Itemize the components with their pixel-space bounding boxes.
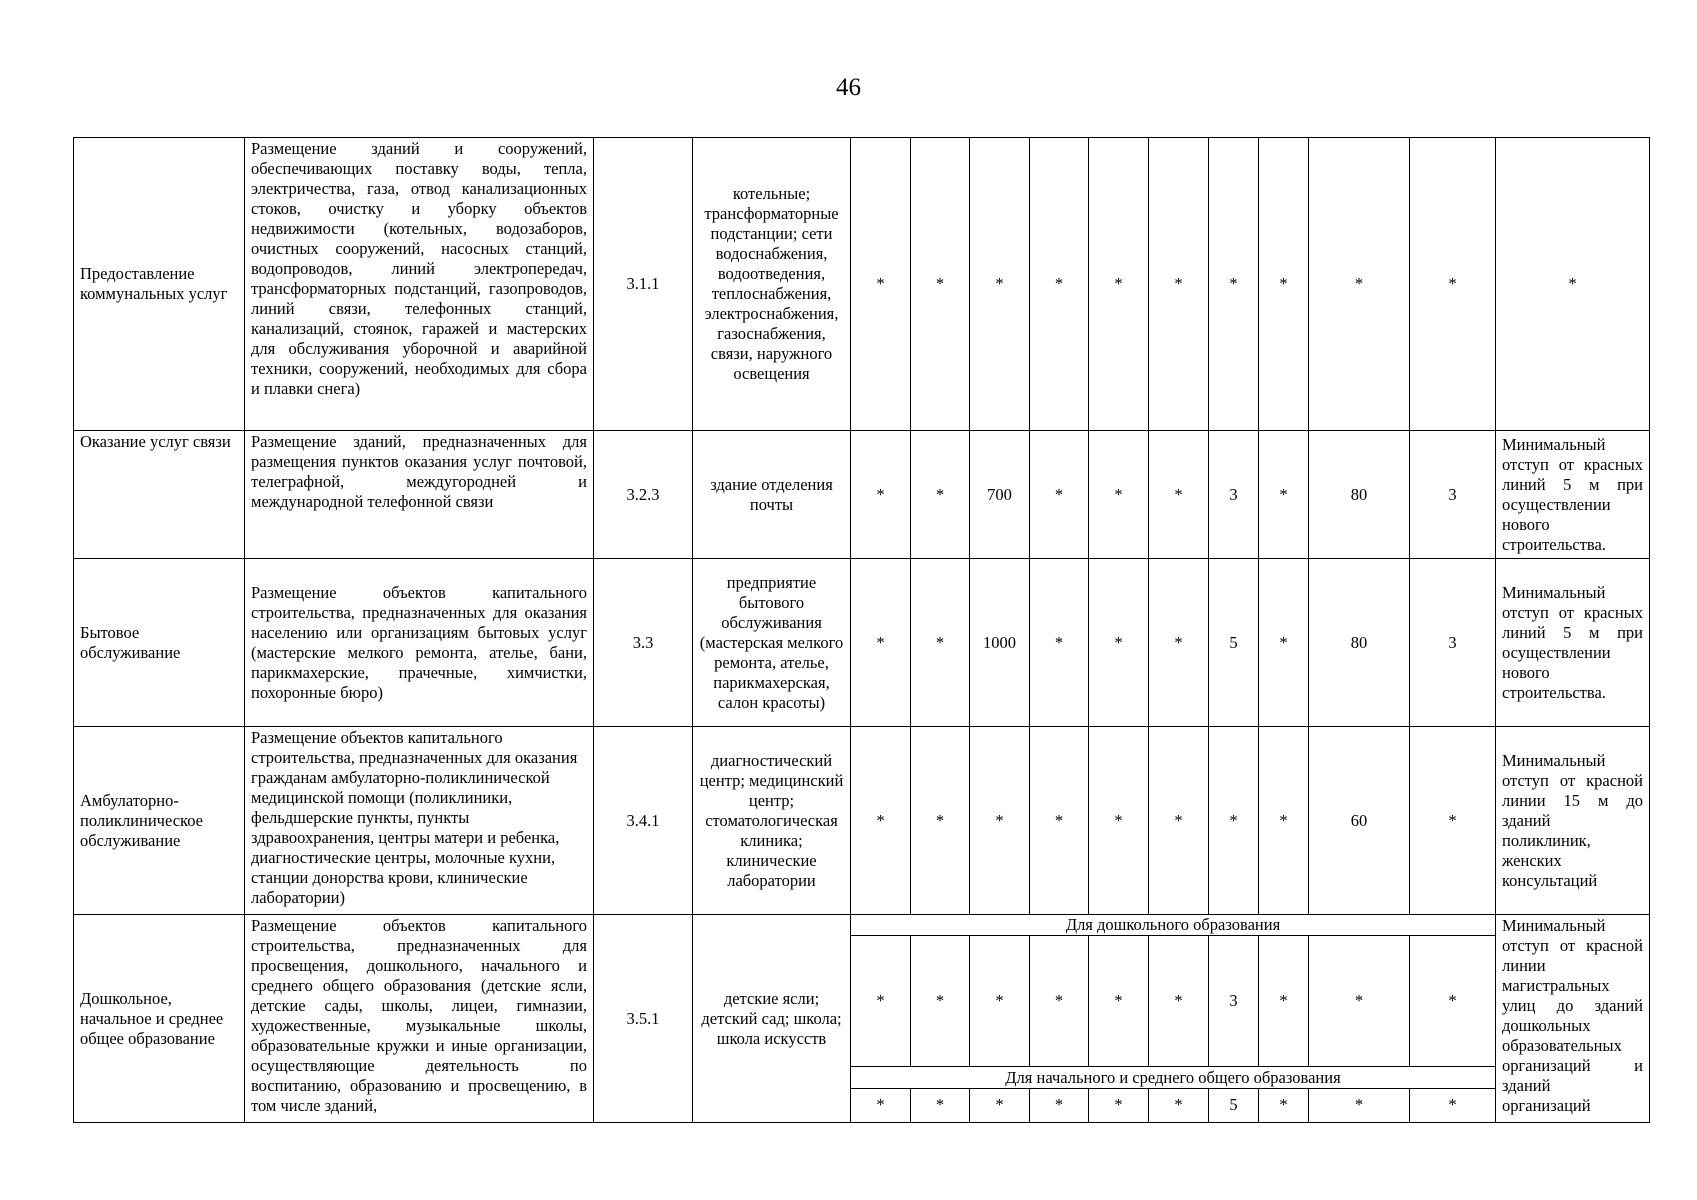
land-use-description: Размещение объектов капитального строительства, предназначенных для просвещения, дошкольного, начального и среднего общего образования (детские ясли, детские сады, школы, лицеи, гимназии, художественные, музыкальные школы, образовательные кружки и иные организации, осуществляющие деятельность по воспитанию, образованию и просвещению, в том числе зданий,: [245, 915, 594, 1123]
param-cell: *: [851, 727, 911, 915]
param-cell: *: [1410, 936, 1496, 1067]
param-cell: *: [911, 936, 970, 1067]
land-use-name: Дошкольное, начальное и среднее общее образование: [74, 915, 245, 1123]
param-cell: *: [1259, 1088, 1309, 1122]
permitted-objects: детские ясли; детский сад; школа; школа искусств: [693, 915, 851, 1123]
param-cell: 3: [1209, 431, 1259, 559]
param-cell: 5: [1209, 1088, 1259, 1122]
param-cell: *: [1030, 1088, 1089, 1122]
param-cell: *: [970, 936, 1030, 1067]
param-cell: *: [1030, 727, 1089, 915]
land-use-code: 3.5.1: [594, 915, 693, 1123]
param-cell: *: [1259, 431, 1309, 559]
param-cell: *: [851, 138, 911, 431]
param-cell: *: [1309, 936, 1410, 1067]
param-cell: *: [1030, 431, 1089, 559]
param-cell: 700: [970, 431, 1030, 559]
land-use-name: Предоставление коммунальных услуг: [74, 138, 245, 431]
param-cell: *: [1030, 138, 1089, 431]
param-cell: *: [1259, 936, 1309, 1067]
param-cell: 1000: [970, 559, 1030, 727]
param-cell: *: [1149, 1088, 1209, 1122]
permitted-objects: здание отделения почты: [693, 431, 851, 559]
param-cell: *: [1030, 936, 1089, 1067]
param-cell: *: [851, 431, 911, 559]
param-cell: *: [1089, 431, 1149, 559]
land-use-code: 3.3: [594, 559, 693, 727]
param-cell: *: [1209, 138, 1259, 431]
land-use-name: Оказание услуг связи: [74, 431, 245, 559]
param-cell: *: [1089, 559, 1149, 727]
param-cell: *: [1089, 936, 1149, 1067]
land-use-code: 3.1.1: [594, 138, 693, 431]
land-use-description: Размещение зданий и сооружений, обеспечивающих поставку воды, тепла, электричества, газа, отвод канализационных стоков, очистку и уборку объектов недвижимости (котельных, водозаборов, очистных сооружений, насосных станций, водопроводов, линий электропередач, трансформаторных подстанций, газопроводов, линий связи, телефонных станций, канализаций, стоянок, гаражей и мастерских для обслуживания уборочной и аварийной техники, сооружений, необходимых для сбора и плавки снега): [245, 138, 594, 431]
note-cell: Минимальный отступ от красных линий 5 м при осуществлении нового строительства.: [1496, 431, 1650, 559]
land-use-name: Амбулаторно-поликлиническое обслуживание: [74, 727, 245, 915]
param-cell: *: [1030, 559, 1089, 727]
param-cell: *: [1410, 1088, 1496, 1122]
param-cell: *: [1149, 431, 1209, 559]
param-cell: *: [970, 138, 1030, 431]
param-cell: *: [911, 431, 970, 559]
param-cell: *: [970, 1088, 1030, 1122]
land-use-description: Размещение объектов капитального строительства, предназначенных для оказания населению или организациям бытовых услуг (мастерские мелкого ремонта, ателье, бани, парикмахерские, прачечные, химчистки, похоронные бюро): [245, 559, 594, 727]
note-cell: Минимальный отступ от красных линий 5 м при осуществлении нового строительства.: [1496, 559, 1650, 727]
table-row: [74, 727, 1650, 915]
school-subheader: Для начального и среднего общего образования: [851, 1067, 1496, 1088]
param-cell: *: [1410, 138, 1496, 431]
regulations-table: [73, 137, 1650, 1123]
param-cell: 3: [1410, 559, 1496, 727]
param-cell: *: [1209, 727, 1259, 915]
param-cell: *: [1089, 727, 1149, 915]
param-cell: *: [1259, 559, 1309, 727]
param-cell: *: [1089, 1088, 1149, 1122]
param-cell: *: [1149, 138, 1209, 431]
param-cell: *: [911, 727, 970, 915]
permitted-objects: диагностический центр; медицинский центр; стоматологическая клиника; клинические лаборатории: [693, 727, 851, 915]
note-cell: *: [1496, 138, 1650, 431]
param-cell: 80: [1309, 431, 1410, 559]
land-use-description: Размещение объектов капитального строительства, предназначенных для оказания гражданам амбулаторно-поликлинической медицинской помощи (поликлиники, фельдшерские пункты, пункты здравоохранения, центры матери и ребенка, диагностические центры, молочные кухни, станции донорства крови, клинические лаборатории): [245, 727, 594, 915]
param-cell: 80: [1309, 559, 1410, 727]
page-number: 46: [836, 74, 861, 101]
permitted-objects: предприятие бытового обслуживания (мастерская мелкого ремонта, ателье, парикмахерская, салон красоты): [693, 559, 851, 727]
param-cell: *: [970, 727, 1030, 915]
param-cell: *: [911, 1088, 970, 1122]
land-use-description: Размещение зданий, предназначенных для размещения пунктов оказания услуг почтовой, телеграфной, междугородней и международной телефонной связи: [245, 431, 594, 559]
param-cell: 3: [1209, 936, 1259, 1067]
note-cell: Минимальный отступ от красной линии магистральных улиц до зданий дошкольных образовательных организаций и зданий организаций: [1496, 915, 1650, 1123]
land-use-code: 3.4.1: [594, 727, 693, 915]
preschool-subheader: Для дошкольного образования: [851, 915, 1496, 936]
param-cell: *: [851, 559, 911, 727]
param-cell: *: [851, 1088, 911, 1122]
land-use-name: Бытовое обслуживание: [74, 559, 245, 727]
param-cell: *: [1309, 138, 1410, 431]
param-cell: 60: [1309, 727, 1410, 915]
param-cell: *: [911, 138, 970, 431]
param-cell: *: [1259, 138, 1309, 431]
param-cell: *: [851, 936, 911, 1067]
permitted-objects: котельные; трансформаторные подстанции; сети водоснабжения, водоотведения, теплоснабжения, электроснабжения, газоснабжения, связи, наружного освещения: [693, 138, 851, 431]
param-cell: *: [1149, 936, 1209, 1067]
land-use-code: 3.2.3: [594, 431, 693, 559]
param-cell: *: [1309, 1088, 1410, 1122]
table-row: [74, 559, 1650, 727]
table-row: [74, 915, 1650, 936]
param-cell: *: [1410, 727, 1496, 915]
param-cell: *: [1149, 727, 1209, 915]
param-cell: 3: [1410, 431, 1496, 559]
param-cell: *: [1259, 727, 1309, 915]
param-cell: *: [911, 559, 970, 727]
table-row: [74, 431, 1650, 559]
param-cell: 5: [1209, 559, 1259, 727]
param-cell: *: [1149, 559, 1209, 727]
table-row: [74, 138, 1650, 431]
param-cell: *: [1089, 138, 1149, 431]
note-cell: Минимальный отступ от красной линии 15 м до зданий поликлиник, женских консультаций: [1496, 727, 1650, 915]
